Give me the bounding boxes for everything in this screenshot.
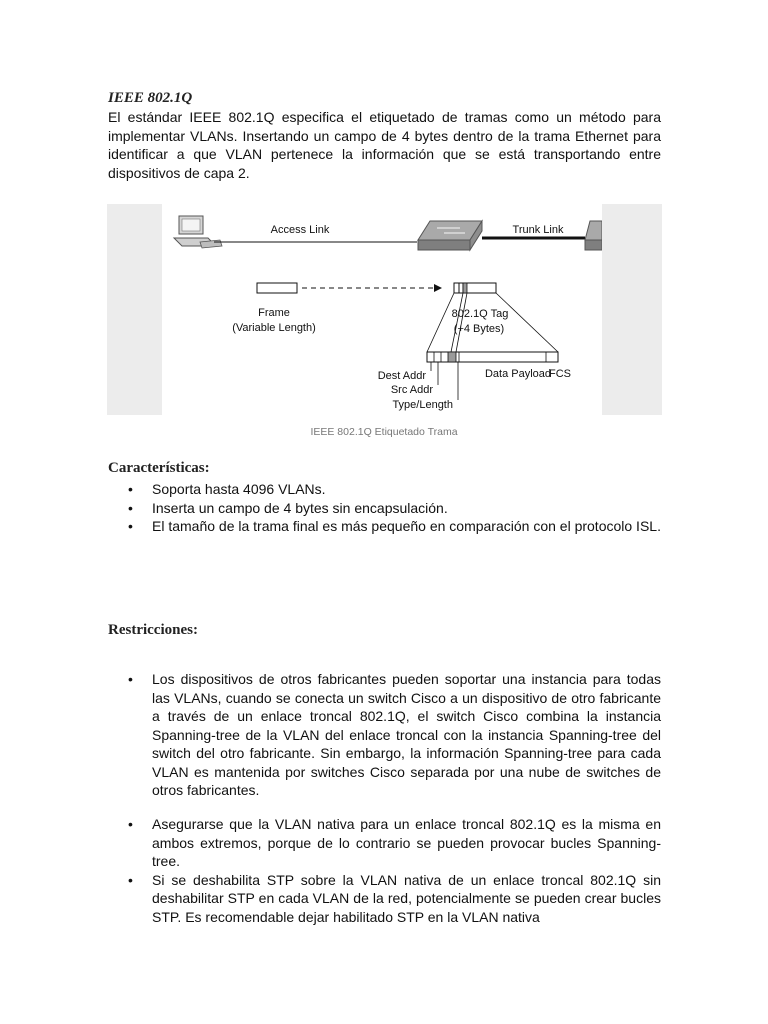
switch-icon [585,221,602,250]
bullet-icon: • [128,518,133,534]
list-item: • El tamaño de la trama final es más pequeño en comparación con el protocolo ISL. [128,518,661,534]
frame-box [257,283,297,293]
arrow-head-icon [434,284,442,292]
figure-frame-tagging [107,204,662,415]
pc-icon [174,216,222,248]
tagged-frame-box [454,283,496,293]
restrictions-title: Restricciones: [108,622,198,638]
expanded-frame-box [427,352,558,362]
dest-addr-label: Dest Addr [377,370,426,382]
frame-sub-label: (Variable Length) [232,322,316,334]
figure-canvas [162,204,602,415]
tag-field-expanded [448,352,456,362]
type-length-label: Type/Length [392,399,453,411]
tag-field [463,283,467,293]
features-title: Características: [108,460,210,476]
restrictions-list-b [108,815,661,926]
features-list [108,480,661,536]
switch-icon [418,221,482,250]
restrictions-list-a [108,670,661,800]
trunk-link-label: Trunk Link [512,224,564,236]
page-title: IEEE 802.1Q [108,90,193,106]
frame-label: Frame [258,307,290,319]
bullet-icon: • [128,871,133,888]
list-item: • Soporta hasta 4096 VLANs. [128,481,326,497]
access-link-label: Access Link [270,224,330,236]
list-item: • Si se deshabilita STP sobre la VLAN nativa de un enlace troncal 802.1Q sin deshabilitar STP en cada VLAN de la red, potencialmente se pueden crear bucles STP. Es recomendable dejar habilitado STP en la VLAN nativa [128,871,661,925]
tag-sub-label: (+4 Bytes) [453,323,505,335]
fcs-label: FCS [549,368,571,380]
tag-label: 802.1Q Tag [451,308,509,320]
list-item: • Asegurarse que la VLAN nativa para un enlace troncal 802.1Q es la misma en ambos extremos, porque de lo contrario se pueden provocar bucles Spanning-tree. [128,816,661,869]
figure-caption: IEEE 802.1Q Etiquetado Trama [310,426,458,438]
data-payload-label: Data Payload [484,368,552,380]
bullet-icon: • [128,671,133,687]
diagram-svg [162,204,602,415]
bullet-icon: • [128,816,133,832]
src-addr-label: Src Addr [390,384,433,396]
bullet-icon: • [128,481,133,497]
intro-paragraph: El estándar IEEE 802.1Q especifica el etiquetado de tramas como un método para implementar VLANs. Insertando un campo de 4 bytes dentro de la trama Ethernet para identificar a que VLAN pertenece la información que se está transportando entre dispositivos de capa 2. [108,109,661,181]
bullet-icon: • [128,499,133,516]
list-item: • Inserta un campo de 4 bytes sin encapsulación. [128,499,448,516]
list-item: • Los dispositivos de otros fabricantes pueden soportar una instancia para todas las VLANs, cuando se conecta un switch Cisco a un dispositivo de otro fabricante a través de un enlace troncal 802.1Q, el switch Cisco combina la instancia Spanning-tree de la VLAN del enlace troncal con la instancia Spanning-tree del switch del otro fabricante. Sin embargo, la información Spanning-tree para cada VLAN es mantenida por switches Cisco separada por una nube de switches de otros fabricantes. [128,671,661,798]
